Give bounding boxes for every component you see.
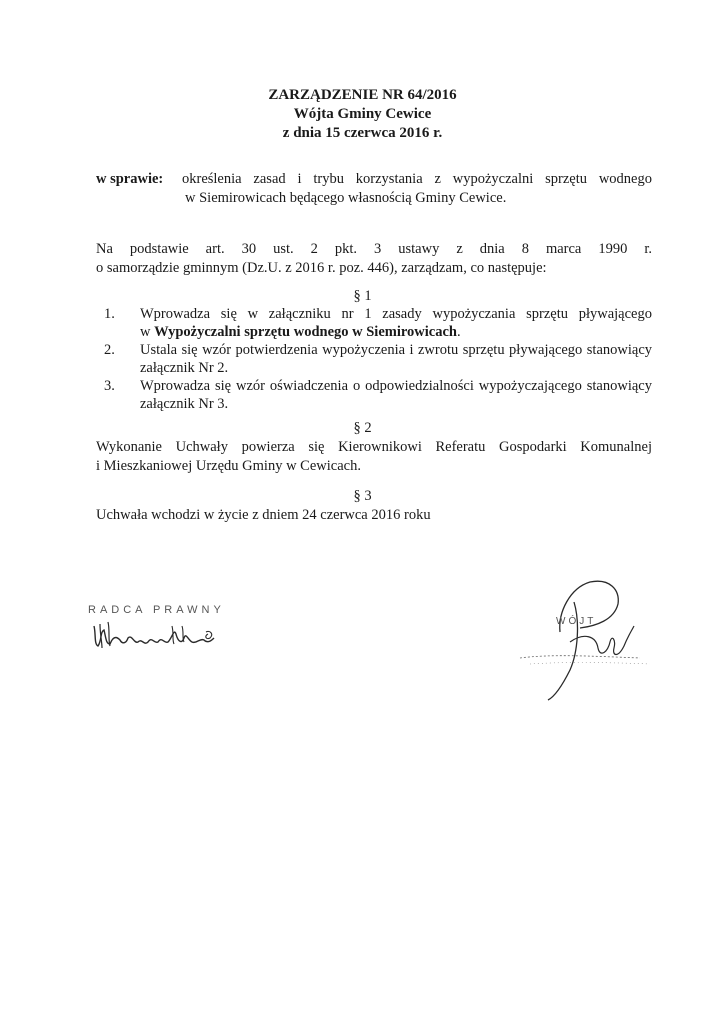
list-item-number: 2. (104, 342, 115, 358)
execution-clause (96, 438, 652, 476)
subject-line-2: w Siemirowicach będącego własnością Gminy Cewice. (185, 190, 507, 206)
list-item-number: 1. (104, 306, 115, 322)
legal-basis-line-2: o samorządzie gminnym (Dz.U. z 2016 r. poz. 446), zarządzam, co następuje: (96, 260, 547, 276)
list-item-line-1: Wprowadza się wzór oświadczenia o odpowiedzialności wypożyczającego stanowiący (140, 378, 652, 394)
list-item (104, 305, 652, 341)
subject-label: w sprawie: (96, 171, 164, 187)
list-item (104, 377, 652, 413)
subject-line-1: określenia zasad i trybu korzystania z wypożyczalni sprzętu wodnego (182, 171, 652, 187)
list-item-line-2: załącznik Nr 3. (140, 396, 229, 412)
legal-advisor-stamp (88, 604, 238, 664)
execution-line-2: i Mieszkaniowej Urzędu Gminy w Cewicach. (96, 458, 361, 474)
list-item-line-1: Wprowadza się w załączniku nr 1 zasady wypożyczania sprzętu pływającego (140, 306, 652, 322)
list-item-line-1: Ustala się wzór potwierdzenia wypożyczenia i zwrotu sprzętu pływającego stanowiący (140, 342, 652, 358)
document-issuer: Wójta Gminy Cewice (293, 106, 432, 122)
list-item-line-2 (140, 323, 652, 341)
legal-advisor-stamp-text: RADCA PRAWNY (88, 604, 225, 616)
section-1-heading: § 1 (353, 288, 372, 304)
rental-name: Wypożyczalni sprzętu wodnego w Siemirowicach (154, 324, 457, 340)
section-2-heading: § 2 (353, 420, 372, 436)
execution-line-1: Wykonanie Uchwały powierza się Kierownikowi Referatu Gospodarki Komunalnej (96, 439, 652, 455)
document-title: ZARZĄDZENIE NR 64/2016 (268, 87, 457, 103)
effective-date-clause: Uchwała wchodzi w życie z dniem 24 czerwca 2016 roku (96, 507, 431, 523)
subject-block (96, 170, 652, 208)
document-header (0, 86, 725, 143)
mayor-stamp-text: WÓJT (556, 616, 597, 627)
document-date: z dnia 15 czerwca 2016 r. (282, 125, 443, 141)
list-item-line-2: załącznik Nr 2. (140, 360, 229, 376)
section-1-list (104, 305, 652, 413)
mayor-signature (500, 572, 660, 702)
legal-basis-line-1: Na podstawie art. 30 ust. 2 pkt. 3 ustawy z dnia 8 marca 1990 r. (96, 241, 652, 257)
list-item (104, 341, 652, 377)
mayor-stamp (500, 572, 660, 702)
section-3-heading: § 3 (353, 488, 372, 504)
list-item-suffix: . (456, 324, 461, 340)
list-item-prefix: w (140, 324, 155, 340)
legal-basis (96, 240, 652, 278)
list-item-number: 3. (104, 378, 115, 394)
